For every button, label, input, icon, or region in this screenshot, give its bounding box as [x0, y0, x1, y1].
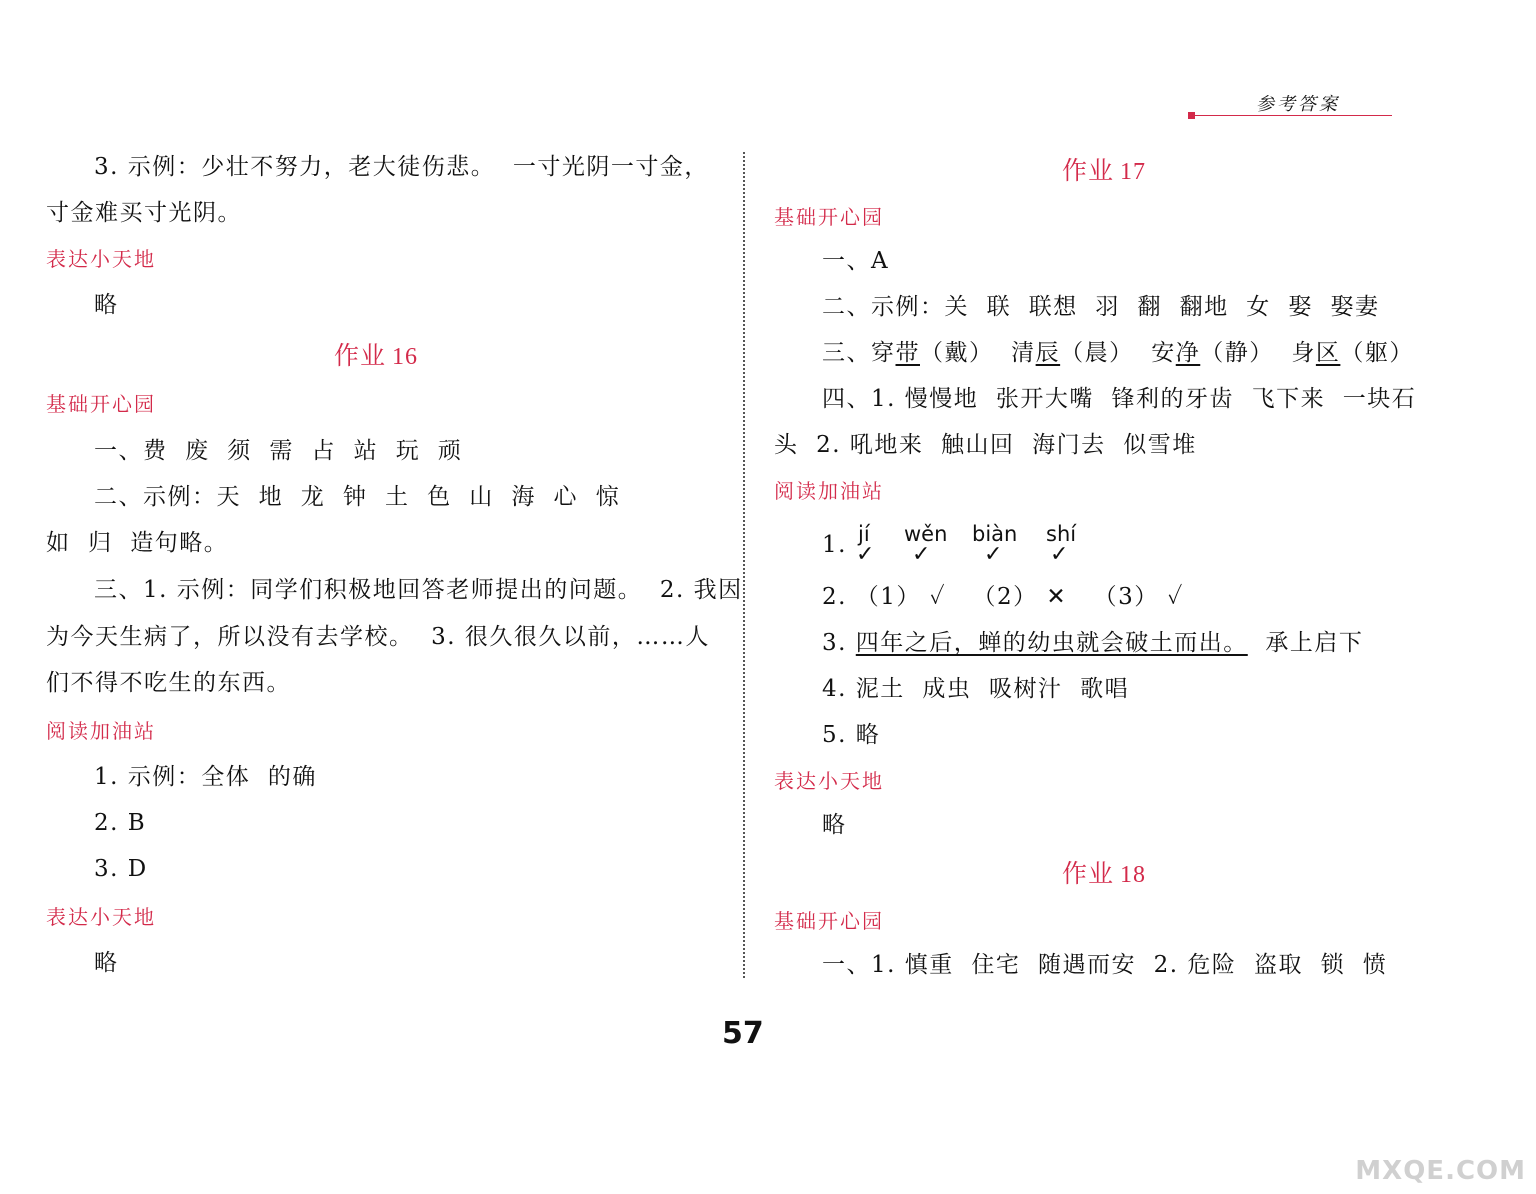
answer-line: 一、费 废 须 需 占 站 玩 顽: [94, 438, 463, 464]
answer-line: 3. 示例：少壮不努力，老大徒伤悲。 一寸光阴一寸金，: [94, 154, 709, 180]
answer-line: 三、1. 示例：同学们积极地回答老师提出的问题。 2. 我因: [94, 577, 743, 603]
section-heading: 表达小天地: [46, 247, 156, 271]
answer-line: 1.: [822, 532, 847, 558]
answer-line: 2. （1） ✓ （2） ✕ （3） ✓: [822, 584, 1184, 610]
answer-line: 略: [822, 812, 847, 838]
text-segment: （躯）: [1340, 340, 1414, 366]
answer-line: 4. 泥土 成虫 吸树汁 歌唱: [822, 676, 1130, 702]
underlined-char: 辰: [1035, 340, 1061, 366]
answer-line: 为今天生病了，所以没有去学校。 3. 很久很久以前，……人: [46, 624, 710, 650]
section-heading: 基础开心园: [774, 909, 884, 933]
answer-line: 3. D: [94, 856, 148, 882]
section-heading: 阅读加油站: [774, 479, 884, 503]
check-mark: ✓: [984, 542, 1003, 567]
answer-line: 头 2. 吼地来 触山回 海门去 似雪堆: [774, 432, 1197, 458]
answer-line: [822, 628, 1363, 658]
section-heading: 基础开心园: [774, 205, 884, 229]
answer-line: 1. 示例：全体 的确: [94, 764, 317, 790]
answer-line: 一、1. 慎重 住宅 随遇而安 2. 危险 盗取 锁 愤: [822, 952, 1388, 978]
pinyin: biàn: [972, 522, 1018, 546]
answer-line: 2. B: [94, 810, 147, 836]
text-segment: （静） 身: [1200, 340, 1316, 366]
homework-number: 16: [392, 344, 419, 370]
answer-line: 四、1. 慢慢地 张开大嘴 锋利的牙齿 飞下来 一块石: [822, 386, 1417, 412]
homework-number: 17: [1120, 159, 1147, 185]
check-mark: ✓: [912, 542, 931, 567]
homework-title-label: 作业: [1062, 156, 1115, 185]
text-segment: （戴） 清: [920, 340, 1036, 366]
answer-line: 如 归 造句略。: [46, 530, 229, 556]
answer-line: 略: [94, 292, 119, 318]
underlined-sentence: 四年之后，蝉的幼虫就会破土而出。: [855, 630, 1248, 656]
homework-number: 18: [1120, 862, 1147, 888]
section-heading: 基础开心园: [46, 392, 156, 416]
homework-title: [334, 340, 418, 373]
answer-line: 一、A: [822, 248, 890, 274]
text-segment: 承上启下: [1247, 630, 1364, 656]
answer-line: [822, 338, 1414, 368]
homework-title: [1062, 155, 1146, 188]
section-heading: 表达小天地: [46, 905, 156, 929]
header-label: 参考答案: [1256, 94, 1340, 115]
pinyin: wěn: [904, 522, 948, 546]
underlined-char: 区: [1315, 340, 1341, 366]
section-heading: 表达小天地: [774, 769, 884, 793]
homework-title-label: 作业: [334, 341, 387, 370]
text-segment: 三、穿: [822, 340, 896, 366]
text-segment: 3.: [822, 630, 856, 656]
homework-title-label: 作业: [1062, 859, 1115, 888]
column-divider: [743, 152, 745, 978]
page-number: 57: [722, 1016, 764, 1051]
section-heading: 阅读加油站: [46, 719, 156, 743]
answer-line: 二、示例：天 地 龙 钟 土 色 山 海 心 惊: [94, 484, 621, 510]
underlined-char: 带: [895, 340, 920, 366]
pinyin: shí: [1046, 522, 1077, 546]
homework-title: [1062, 858, 1146, 891]
answer-line: 寸金难买寸光阴。: [46, 200, 242, 226]
check-mark: ✓: [1050, 542, 1069, 567]
answer-line: 5. 略: [822, 722, 881, 748]
answer-line: 二、示例：关 联 联想 羽 翻 翻地 女 娶 娶妻: [822, 294, 1380, 320]
text-segment: （晨） 安: [1060, 340, 1176, 366]
answer-line: 们不得不吃生的东西。: [46, 670, 291, 696]
answer-line: 略: [94, 950, 119, 976]
pinyin: jí: [858, 522, 870, 546]
underlined-char: 净: [1175, 340, 1201, 366]
watermark: MXQE.COM: [1355, 1156, 1526, 1186]
check-mark: ✓: [856, 542, 875, 567]
